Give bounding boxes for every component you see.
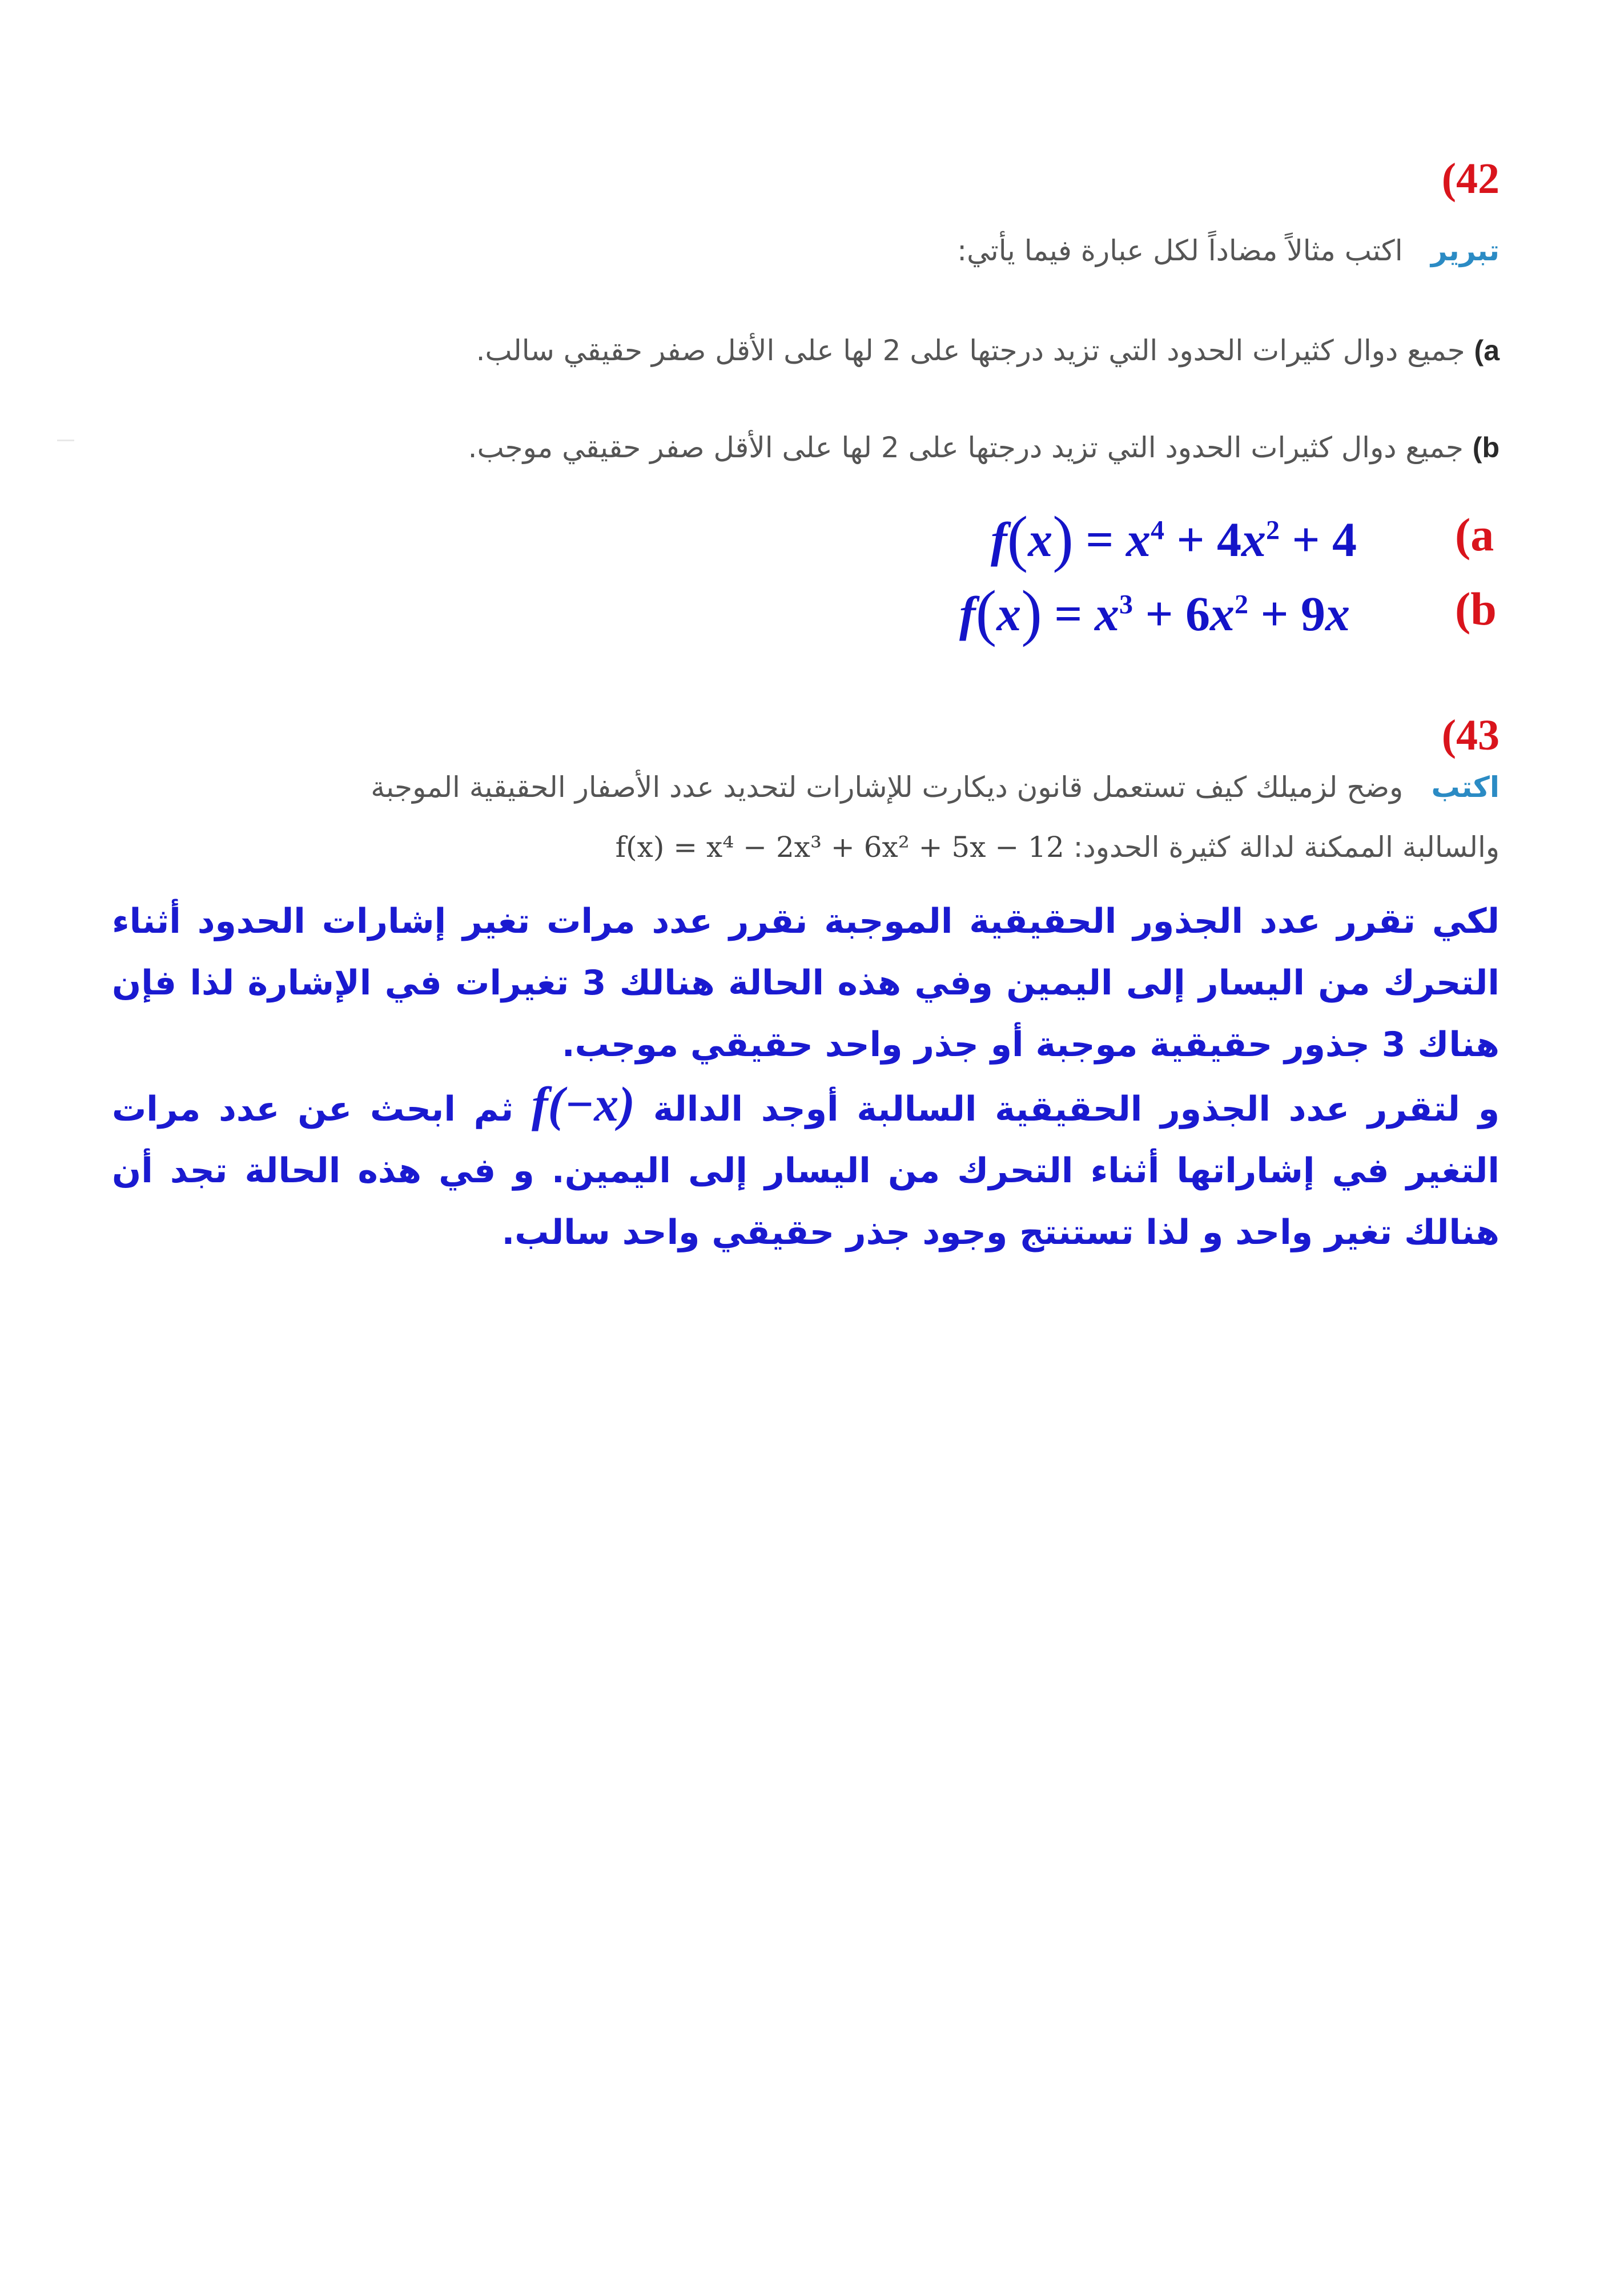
eq-a-lparen: (: [1007, 503, 1028, 573]
uktub-text: وضح لزميلك كيف تستعمل قانون ديكارت للإشارات لتحديد عدد الأصفار الحقيقية الموجبة: [371, 771, 1404, 804]
item-b-letter: b): [1472, 432, 1500, 464]
f-of-minus-x: f(−x): [532, 1077, 636, 1131]
eq-b-exp1: 3: [1119, 589, 1133, 620]
tabrir-text: اكتب مثالاً مضاداً لكل عبارة فيما يأتي:: [957, 234, 1403, 267]
eq-b-op1: + 6: [1132, 586, 1210, 641]
polynomial-expression: f(x) = x⁴ − 2x³ + 6x² + 5x − 12: [615, 831, 1064, 864]
eq-a-term1: x: [1125, 512, 1151, 567]
item-b-text: جميع دوال كثيرات الحدود التي تزيد درجتها على 2 لها على الأقل صفر حقيقي موجب.: [468, 431, 1464, 464]
q42-item-a: [476, 334, 1500, 367]
q43-prompt-line: [371, 771, 1500, 804]
answer2-part2: ثم ابحث عن عدد مرات التغير في إشاراتها أثناء التحرك من اليسار إلى اليمين. و في هذه الحالة تجد أن هنالك تغير واحد و لذا تستنتج وجود جذر حقيقي واحد سالب.: [112, 1089, 1500, 1252]
eq-a-op2: + 4: [1279, 512, 1357, 567]
q42-item-b: [468, 431, 1500, 464]
answer-negative-roots: [112, 1073, 1500, 1263]
eq-b-f: f: [959, 586, 976, 641]
scan-margin-mark: [57, 440, 74, 441]
eq-b-x: x: [996, 586, 1022, 641]
eq-a-rparen: ): [1052, 503, 1074, 573]
eq-b-op2: + 9: [1248, 586, 1325, 641]
answer-positive-roots: لكي تقرر عدد الجذور الحقيقية الموجبة نقرر عدد مرات تغير إشارات الحدود أثناء التحرك من اليسار إلى اليمين وفي هذه الحالة هنالك 3 تغيرات في الإشارة لذا فإن هناك 3 جذور حقيقية موجبة أو جذر واحد حقيقي موجب.: [112, 901, 1500, 1065]
function-intro-text: والسالبة الممكنة لدالة كثيرة الحدود:: [1073, 831, 1500, 864]
tag-separator-2: [1412, 771, 1422, 804]
eq-b-rparen: ): [1021, 578, 1042, 647]
tag-separator: [1412, 234, 1422, 267]
eq-b-term3: x: [1325, 586, 1350, 641]
eq-a-f: f: [991, 512, 1007, 567]
question-43-number: (43: [1441, 711, 1500, 759]
equation-a-label: (a: [1455, 509, 1494, 561]
eq-b-term2: x: [1209, 586, 1235, 641]
eq-a-x: x: [1028, 512, 1053, 567]
eq-b-term1: x: [1094, 586, 1119, 641]
eq-a-op1: + 4: [1164, 512, 1241, 567]
eq-b-lparen: (: [975, 578, 997, 647]
tabrir-tag: تبرير: [1430, 234, 1500, 267]
eq-a-equals: =: [1073, 512, 1126, 567]
q43-function-line: [616, 831, 1500, 864]
eq-a-exp1: 4: [1150, 515, 1164, 546]
equation-b: [959, 577, 1350, 649]
item-a-text: جميع دوال كثيرات الحدود التي تزيد درجتها على 2 لها على الأقل صفر حقيقي سالب.: [476, 334, 1465, 367]
eq-a-term2: x: [1241, 512, 1266, 567]
answer2-part1: و لتقرر عدد الجذور الحقيقية السالبة أوجد الدالة: [653, 1089, 1500, 1129]
eq-b-equals: =: [1042, 586, 1095, 641]
equation-b-label: (b: [1455, 583, 1497, 635]
eq-b-exp2: 2: [1234, 589, 1248, 620]
equation-a: [991, 502, 1357, 575]
item-a-letter: a): [1474, 335, 1500, 366]
uktub-tag: اكتب: [1431, 771, 1500, 804]
question-42-number: (42: [1441, 155, 1500, 203]
eq-a-exp2: 2: [1265, 515, 1280, 546]
q42-prompt-line: [957, 234, 1500, 267]
